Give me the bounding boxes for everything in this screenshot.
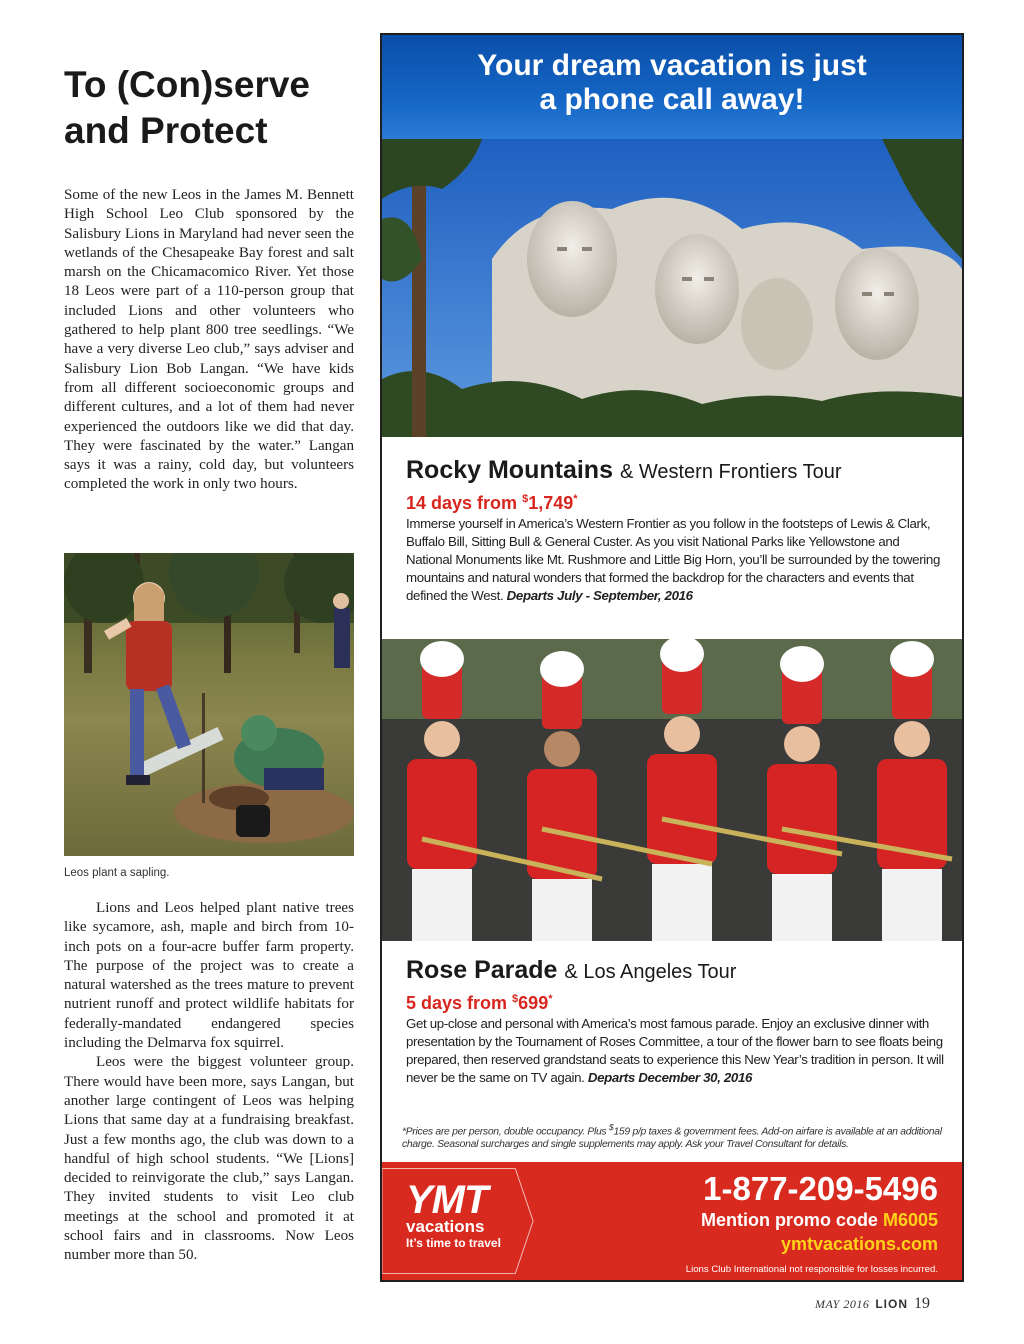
tour-description [406,1015,946,1087]
tour-name: Rocky Mountains [406,456,613,484]
price-amount: 1,749 [528,493,574,513]
departure-dates: Departs December 30, 2016 [587,1070,753,1085]
ad-footer[interactable] [382,1162,962,1280]
phone-number[interactable]: 1-877-209-5496 [703,1170,938,1207]
promo-code: M6005 [882,1210,938,1230]
paragraph-text: Leos were the biggest volunteer group. There would have been more, says Langan, but another large contingent of Leos was helping Lions that same day at a fundraising breakfast. Just a few months ago, the club was down to a handful of high school students. “We [Lions] decided to reinvigorate the club,” says Langan. They invited students to visit Leo club meetings at the school and promoted it at school fairs and in classrooms. Now Leos number more than 50. [64,1054,354,1264]
page-folio [815,1295,930,1313]
magazine-name: LION [875,1297,908,1311]
rushmore-illustration [382,139,962,437]
price-amount: 699 [518,993,549,1013]
description-text: Get up-close and personal with America’s most famous parade. Enjoy an exclusive dinner with presentation by the Tournament of Roses Committee, a tour of the flower barn to see floats being prepared, then reserved grandstand seats to experience this New Year’s tradition in person. It will never be the same on TV again. [406,1016,944,1085]
paragraph-text: Lions and Leos helped plant native trees like sycamore, ash, maple and birch from 10-inch pots on a four-acre buffer farm property. The purpose of the project was to create a natural watershed as the trees mature to prevent nutrient runoff and protect wildlife habitats for federally-mandated endangered species including the Delmarva fox squirrel. [64,900,354,1052]
page-number: 19 [914,1295,930,1312]
headline-line-2: and Protect [64,110,268,151]
tour-name: Rose Parade [406,956,558,984]
price-asterisk: * [548,993,553,1005]
fine-print [402,1121,942,1151]
website-link[interactable]: ymtvacations.com [780,1234,938,1254]
promo-line [701,1210,938,1231]
promo-label: Mention promo code [700,1210,883,1230]
leos-planting-photo [64,553,354,856]
tour-price [406,487,946,515]
fine-print-dollar: $ [608,1122,614,1132]
tour-title [406,455,946,487]
price-prefix: 14 days from [406,493,523,513]
issue-date: MAY 2016 [814,1297,870,1311]
banner-line-2: a phone call away! [539,83,805,116]
tour-rose-parade[interactable] [406,955,946,1087]
fine-print-a: *Prices are per person, double occupancy. Plus [402,1126,609,1138]
price-asterisk: * [573,493,578,505]
parade-illustration [382,639,962,941]
headline-line-1: To (Con)serve [64,64,311,105]
article-paragraph-2 [64,899,354,1266]
ymt-vacations-ad[interactable] [380,33,964,1282]
tour-subtitle: & Los Angeles Tour [564,961,737,983]
article-paragraph-1 [64,186,354,495]
description-text: Immerse yourself in America’s Western Frontier as you follow in the footsteps of Lewis & Clark, Buffalo Bill, Sitting Bull & General Custer. As you visit National Parks like Yellowstone and National Monuments like Mt. Rushmore and Little Big Horn, you’ll be surrounded by the towering mountains and natural wonders that formed the backdrop for the characters and events that defined the West. [406,516,940,603]
departure-dates: Departs July - September, 2016 [506,588,693,603]
tour-title [406,955,946,987]
rose-parade-band-photo [382,639,962,941]
tour-price [406,987,946,1015]
planting-illustration [64,553,354,856]
logo-wordmark: vacations [406,1217,485,1236]
paragraph-text: Some of the new Leos in the James M. Bennett High School Leo Club sponsored by the Salisbury Lions in Maryland had never seen the wetlands of the Chesapeake Bay forest and salt marsh on the Chicamacomico River. Yet those 18 Leos were part of a 110-person group that included Lions and other volunteers who gathered to help plant 800 tree seedlings. “We have a very diverse Leo club,” says adviser and Salisbury Lion Bob Langan. “We have kids from all different socioeconomic groups and different cultures, and a lot of them had never experienced the outdoors like we did that day. They were fascinated by the water.” Langan says it was a rainy, cold day, but volunteers completed the work in only two hours. [64,187,354,493]
mount-rushmore-photo [382,139,962,437]
currency-symbol: $ [512,993,519,1005]
ymt-logo-mark: YMT [406,1178,488,1222]
ad-banner [382,35,962,139]
fine-print-b: 159 p/p taxes & government fees. Add-on airfare is available at an additional charge. Seasonal surcharges and single supplements may apply. Ask your Travel Consultant for details. [402,1126,942,1151]
tour-description [406,515,946,605]
photo-caption: Leos plant a sapling. [64,867,170,879]
ad-disclaimer: Lions Club International not responsible for losses incurred. [685,1264,938,1275]
banner-line-1: Your dream vacation is just [477,49,867,82]
tour-rocky-mountains[interactable] [406,455,946,605]
ymt-logo[interactable] [406,1178,516,1250]
price-prefix: 5 days from [406,993,513,1013]
tour-subtitle: & Western Frontiers Tour [619,461,842,483]
article-headline [64,62,354,154]
logo-tagline: It’s time to travel [406,1236,501,1250]
currency-symbol: $ [522,493,529,505]
